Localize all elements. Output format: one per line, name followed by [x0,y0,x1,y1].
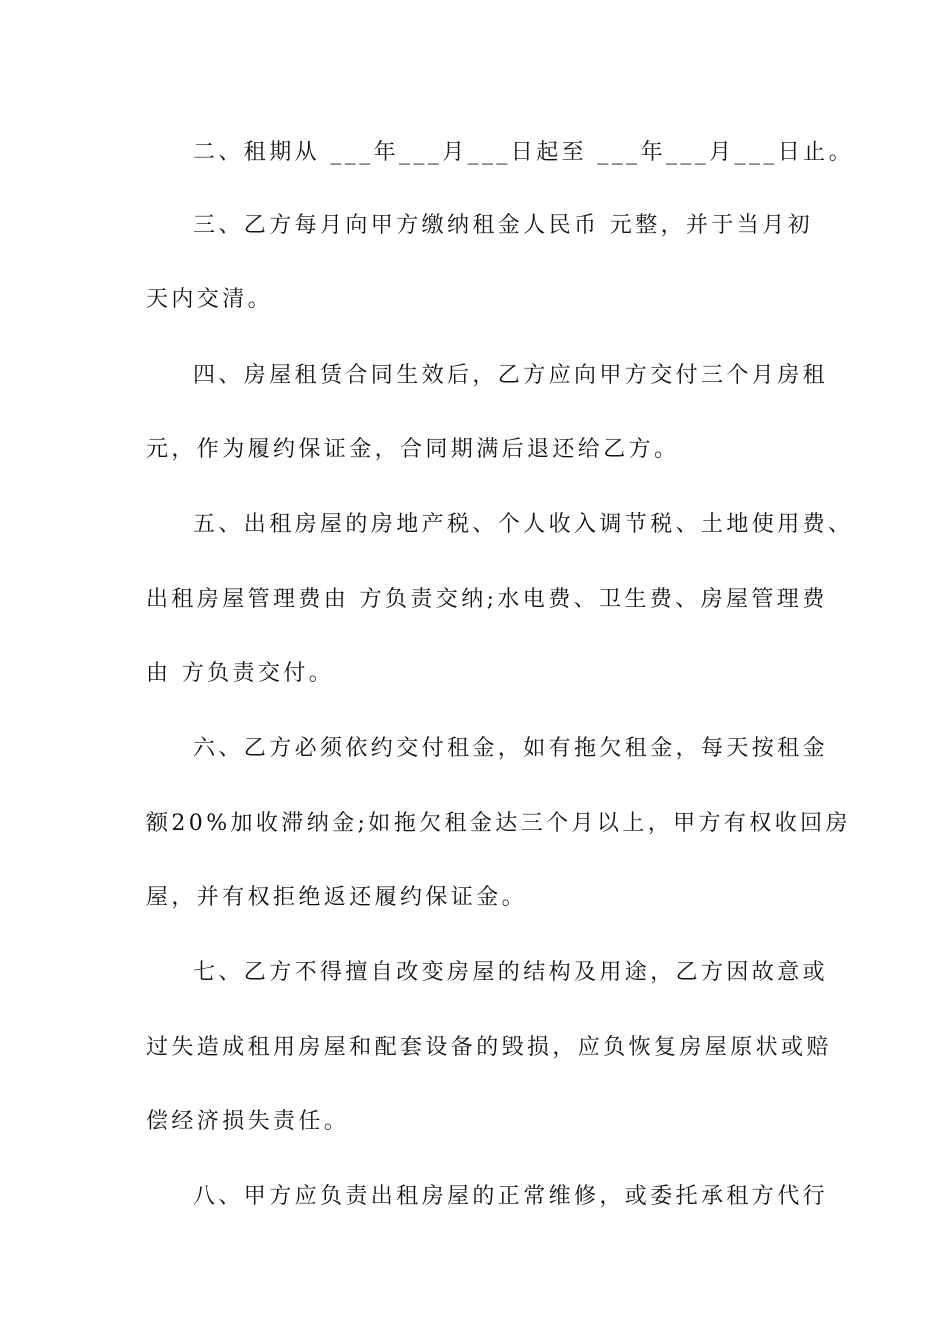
clause-4-line-2: 元，作为履约保证金，合同期满后退还给乙方。 [146,437,680,462]
clause-7-line-3: 偿经济损失责任。 [146,1109,350,1134]
clause-5-line-2: 出租房屋管理费由 方负责交纳;水电费、卫生费、房屋管理费 [146,587,828,612]
clause-3-line-2: 天内交清。 [146,287,274,312]
clause-5-line-3: 由 方负责交付。 [146,661,335,686]
clause-8-line-1: 八、甲方应负责出租房屋的正常维修，或委托承租方代行 [193,1184,829,1209]
clause-4-line-1: 四、房屋租赁合同生效后，乙方应向甲方交付三个月房租 [193,363,829,388]
clause-6-line-3: 屋，并有权拒绝返还履约保证金。 [146,885,528,910]
clause-6-line-1: 六、乙方必须依约交付租金，如有拖欠租金，每天按租金 [193,736,829,761]
clause-5-line-1: 五、出租房屋的房地产税、个人收入调节税、土地使用费、 [193,512,854,537]
clause-6-line-2: 额20%加收滞纳金;如拖欠租金达三个月以上，甲方有权收回房 [146,811,851,836]
clause-7-line-1: 七、乙方不得擅自改变房屋的结构及用途，乙方因故意或 [193,960,829,985]
clause-3-line-1: 三、乙方每月向甲方缴纳租金人民币 元整，并于当月初 [193,213,813,238]
clause-2-line-1: 二、租期从 ___年___月___日起至 ___年___月___日止。 [193,140,854,165]
clause-7-line-2: 过失造成租用房屋和配套设备的毁损，应负恢复房屋原状或赔 [146,1035,832,1060]
